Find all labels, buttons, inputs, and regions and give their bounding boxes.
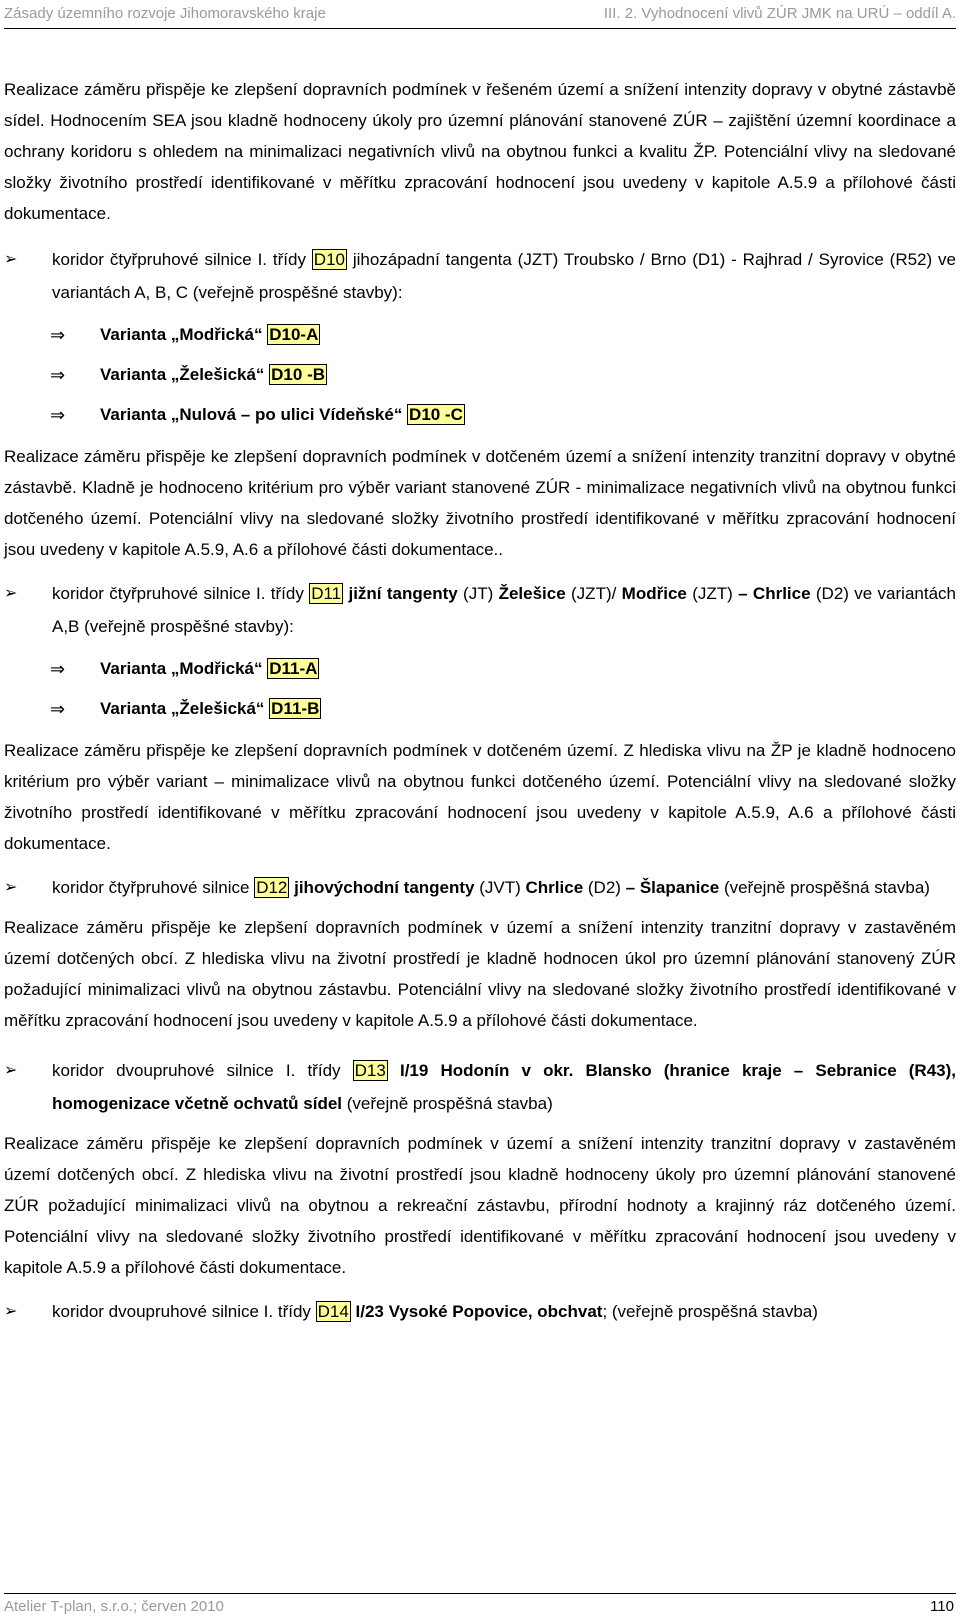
variant-item: ⇒ Varianta „Modřická“ D10-A — [4, 315, 956, 355]
paragraph: Realizace záměru přispěje ke zlepšení dopravních podmínek v území a snížení intenzity tranzitní dopravy v zastavěném území dotčených obcí. Z hlediska vlivu na životní prostředí jsou kladně hodnoceny úkoly pro územní plánování stanovené ZÚR požadující minimalizaci vlivů na obytnou a rekreační zástavbu, přírodní hodnoty a krajinný ráz dotčeného území. Potenciální vlivy na sledované složky životního prostředí identifikované v měřítku zpracování hodnocení jsou uvedeny v kapitole A.5.9 a přílohové části dokumentace. — [4, 1134, 956, 1277]
page-number: 110 — [930, 1598, 954, 1615]
corridor-code: D11 — [311, 584, 342, 603]
corridor-code: D14 — [317, 1302, 349, 1321]
page-header — [4, 2, 956, 29]
bullet-arrow-icon: ➢ — [4, 251, 18, 268]
paragraph: Realizace záměru přispěje ke zlepšení dopravních podmínek v dotčeném území. Z hlediska vlivu na ŽP je kladně hodnoceno kritérium pro výběr variant – minimalizace vlivů na obytnou funkci dotčeného území. Potenciální vlivy na sledované složky životního prostředí identifikované v měřítku zpracování hodnocení jsou uvedeny v kapitole A.5.9, A.6 a přílohové části dokumentace. — [4, 741, 956, 853]
variant-item: ⇒ Varianta „Želešická“ D10 -B — [4, 355, 956, 395]
variant-code: D10 -C — [409, 405, 463, 424]
variant-item: ⇒ Varianta „Nulová – po ulici Vídeňské“ D10 -C — [4, 395, 956, 435]
double-arrow-icon: ⇒ — [50, 699, 66, 719]
variant-code: D11-B — [271, 699, 320, 718]
list-item: ➢ koridor čtyřpruhové silnice I. třídy D10 jihozápadní tangenta (JZT) Troubsko / Brno (D1) - Rajhrad / Syrovice (R52) ve variantách A, B, C (veřejně prospěšné stavby): — [4, 243, 956, 309]
bullet-arrow-icon: ➢ — [4, 1062, 18, 1079]
paragraph: Realizace záměru přispěje ke zlepšení dopravních podmínek v dotčeném území a snížení intenzity tranzitní dopravy v obytné zástavbě. Kladně je hodnoceno kritérium pro výběr variant stanovené ZÚR - minimalizace negativních vlivů na obytnou funkci dotčeného území. Potenciální vlivy na sledované složky životního prostředí identifikované v měřítku zpracování hodnocení jsou uvedeny v kapitole A.5.9, A.6 a přílohové části dokumentace.. — [4, 447, 956, 559]
variant-code: D11-A — [269, 659, 318, 678]
bullet-arrow-icon: ➢ — [4, 585, 18, 602]
variant-item: ⇒ Varianta „Modřická“ D11-A — [4, 649, 956, 689]
variant-code: D10 -B — [271, 365, 326, 384]
page-footer — [4, 1593, 956, 1620]
double-arrow-icon: ⇒ — [50, 405, 66, 425]
double-arrow-icon: ⇒ — [50, 325, 66, 345]
footer-company: Atelier T-plan, s.r.o.; červen 2010 — [4, 1598, 224, 1615]
bullet-arrow-icon: ➢ — [4, 879, 18, 896]
list-item: ➢ koridor čtyřpruhové silnice D12 jihovýchodní tangenty (JVT) Chrlice (D2) – Šlapanice (veřejně prospěšná stavba) — [4, 871, 956, 904]
corridor-code: D13 — [354, 1061, 386, 1080]
variant-code: D10-A — [269, 325, 319, 344]
document-body — [4, 74, 956, 1328]
variant-item: ⇒ Varianta „Želešická“ D11-B — [4, 689, 956, 729]
paragraph: Realizace záměru přispěje ke zlepšení dopravních podmínek v území a snížení intenzity tranzitní dopravy v zastavěném území dotčených obcí. Z hlediska vlivu na životní prostředí je kladně hodnocen úkol pro územní plánování stanovený ZÚR požadující minimalizaci vlivů na obytnou zástavbu. Potenciální vlivy na sledované složky životního prostředí identifikované v měřítku zpracování hodnocení jsou uvedeny v kapitole A.5.9 a přílohové části dokumentace. — [4, 918, 956, 1030]
paragraph: Realizace záměru přispěje ke zlepšení dopravních podmínek v řešeném území a snížení intenzity dopravy v obytné zástavbě sídel. Hodnocením SEA jsou kladně hodnoceny úkoly pro územní plánování stanovené ZÚR – zajištění územní koordinace a ochrany koridoru s ohledem na minimalizaci negativních vlivů na obytnou funkci a kvalitu ŽP. Potenciální vlivy na sledované složky životního prostředí identifikované v měřítku zpracování hodnocení jsou uvedeny v kapitole A.5.9 a přílohové části dokumentace. — [4, 80, 956, 223]
list-item: ➢ koridor čtyřpruhové silnice I. třídy D11 jižní tangenty (JT) Želešice (JZT)/ Modřice (JZT) – Chrlice (D2) ve variantách A,B (veřejně prospěšné stavby): — [4, 577, 956, 643]
double-arrow-icon: ⇒ — [50, 659, 66, 679]
corridor-code: D12 — [256, 878, 288, 897]
bullet-arrow-icon: ➢ — [4, 1303, 18, 1320]
list-item: ➢ koridor dvoupruhové silnice I. třídy D14 I/23 Vysoké Popovice, obchvat; (veřejně prospěšná stavba) — [4, 1295, 956, 1328]
header-section-title: III. 2. Vyhodnocení vlivů ZÚR JMK na URÚ – oddíl A. — [603, 5, 956, 22]
header-document-title: Zásady územního rozvoje Jihomoravského kraje — [4, 5, 326, 22]
corridor-code: D10 — [313, 250, 345, 269]
list-item: ➢ koridor dvoupruhové silnice I. třídy D13 I/19 Hodonín v okr. Blansko (hranice kraje – Sebranice (R43), homogenizace včetně ochvatů sídel (veřejně prospěšná stavba) — [4, 1054, 956, 1120]
double-arrow-icon: ⇒ — [50, 365, 66, 385]
